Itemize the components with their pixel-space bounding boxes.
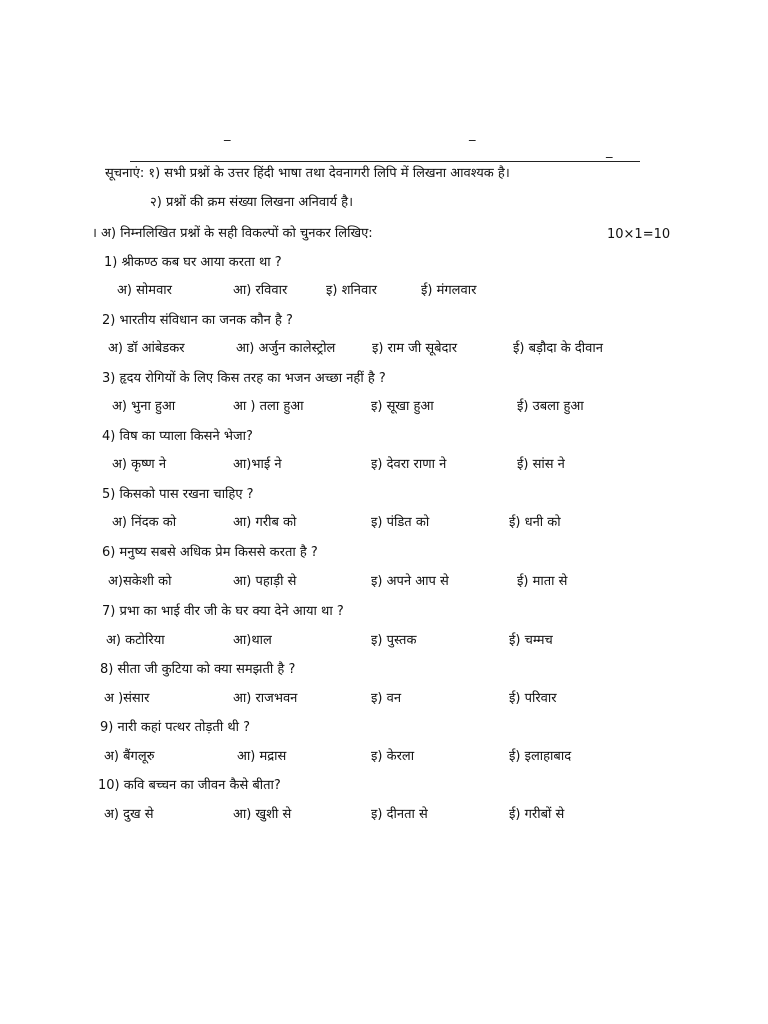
q7-option-a: अ) कटोरिया: [106, 633, 165, 648]
question-7: 7) प्रभा का भाई वीर जी के घर क्या देने आया था ?: [102, 604, 344, 619]
q6-option-d: ई) माता से: [517, 574, 568, 589]
header-blank-right: _: [606, 144, 613, 159]
question-5: 5) किसको पास रखना चाहिए ?: [102, 487, 254, 502]
q1-option-c: इ) शनिवार: [326, 283, 377, 298]
q10-option-b: आ) खुशी से: [233, 807, 292, 822]
q9-option-c: इ) केरला: [371, 749, 415, 764]
q9-option-a: अ) बैंगलूरु: [104, 749, 155, 764]
q5-option-b: आ) गरीब को: [233, 515, 297, 530]
header-blank-left: _: [224, 127, 231, 142]
section-heading: । अ) निम्नलिखित प्रश्नों के सही विकल्पों को चुनकर लिखिए:: [92, 226, 373, 241]
q4-option-b: आ)भाई ने: [233, 457, 282, 472]
q5-option-d: ई) धनी को: [509, 515, 561, 530]
q2-option-c: इ) राम जी सूबेदार: [372, 341, 458, 356]
q8-option-c: इ) वन: [371, 691, 402, 706]
q2-option-a: अ) डॉ आंबेडकर: [108, 341, 185, 356]
header-underline: [130, 161, 640, 162]
question-9: 9) नारी कहां पत्थर तोड़ती थी ?: [100, 720, 251, 735]
question-2: 2) भारतीय संविधान का जनक कौन है ?: [102, 313, 293, 328]
q5-option-c: इ) पंडित को: [371, 515, 430, 530]
question-6: 6) मनुष्य सबसे अधिक प्रेम किससे करता है ?: [102, 545, 318, 560]
question-3: 3) हृदय रोगियों के लिए किस तरह का भजन अच्छा नहीं है ?: [102, 371, 386, 386]
q4-option-a: अ) कृष्ण ने: [112, 457, 167, 472]
q8-option-d: ई) परिवार: [509, 691, 557, 706]
q7-option-b: आ)थाल: [233, 633, 272, 648]
q2-option-b: आ) अर्जुन कालेस्ट्रोल: [236, 341, 336, 356]
q8-option-a: अ )संसार: [104, 691, 150, 706]
q3-option-c: इ) सूखा हुआ: [371, 399, 434, 414]
question-10: 10) कवि बच्चन का जीवन कैसे बीता?: [98, 778, 281, 793]
q9-option-d: ई) इलाहाबाद: [509, 749, 572, 764]
q1-option-a: अ) सोमवार: [117, 283, 172, 298]
q3-option-d: ई) उबला हुआ: [517, 399, 584, 414]
section-marks: 10×1=10: [607, 227, 671, 242]
question-4: 4) विष का प्याला किसने भेजा?: [102, 429, 253, 444]
q6-option-a: अ)सकेशी को: [108, 574, 172, 589]
q3-option-b: आ ) तला हुआ: [233, 399, 304, 414]
q1-option-b: आ) रविवार: [233, 283, 288, 298]
q7-option-d: ई) चम्मच: [509, 633, 553, 648]
q7-option-c: इ) पुस्तक: [371, 633, 417, 648]
q10-option-a: अ) दुख से: [104, 807, 154, 822]
instruction-line-2: २) प्रश्नों की क्रम संख्या लिखना अनिवार्य है।: [150, 195, 353, 210]
q6-option-c: इ) अपने आप से: [371, 574, 449, 589]
q10-option-c: इ) दीनता से: [371, 807, 428, 822]
q8-option-b: आ) राजभवन: [233, 691, 298, 706]
q10-option-d: ई) गरीबों से: [509, 807, 565, 822]
question-1: 1) श्रीकण्ठ कब घर आया करता था ?: [104, 255, 282, 270]
question-8: 8) सीता जी कुटिया को क्या समझती है ?: [100, 662, 296, 677]
q5-option-a: अ) निंदक को: [112, 515, 177, 530]
q2-option-d: ई) बड़ौदा के दीवान: [513, 341, 603, 356]
instruction-line-1: सूचनाएं: १) सभी प्रश्नों के उत्तर हिंदी भाषा तथा देवनागरी लिपि में लिखना आवश्यक है।: [105, 166, 510, 181]
header-blank-middle: _: [469, 127, 476, 142]
q6-option-b: आ) पहाड़ी से: [233, 574, 297, 589]
q4-option-c: इ) देवरा राणा ने: [371, 457, 447, 472]
q4-option-d: ई) सांस ने: [517, 457, 565, 472]
q3-option-a: अ) भुना हुआ: [112, 399, 176, 414]
q1-option-d: ई) मंगलवार: [421, 283, 477, 298]
q9-option-b: आ) मद्रास: [237, 749, 287, 764]
